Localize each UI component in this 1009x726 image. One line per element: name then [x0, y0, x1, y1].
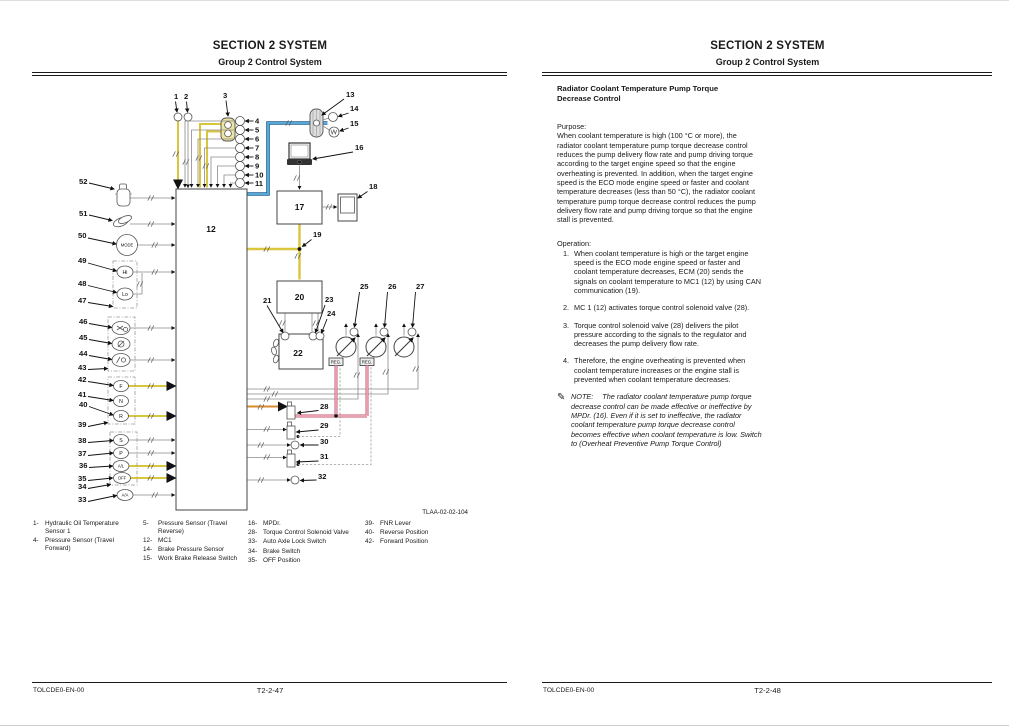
- callout-4: 4: [255, 116, 260, 126]
- callout-43: 43: [78, 363, 87, 372]
- legend-column-3: [248, 520, 363, 566]
- group-heading: Group 2 Control System: [715, 57, 820, 67]
- callout-44: 44: [79, 349, 88, 358]
- solenoid-valves: [247, 366, 371, 484]
- fan-icon: [272, 338, 279, 347]
- monitor-icon: [322, 194, 357, 221]
- f-label: F: [119, 384, 123, 390]
- legend-item: 16- MPDr.: [248, 520, 281, 527]
- callout-49: 49: [78, 256, 87, 265]
- control-system-diagram: [70, 86, 470, 516]
- legend-item: 40- Reverse Position: [365, 529, 429, 537]
- callout-arrow-48: [88, 286, 117, 293]
- callout-25: 25: [360, 282, 369, 291]
- solenoid-27: [408, 328, 416, 336]
- callout-1: 1: [174, 92, 179, 101]
- page-number: T2-2-47: [256, 686, 284, 695]
- callout-arrow-28: [298, 411, 319, 414]
- footer-rule: [542, 682, 992, 683]
- axle-lock-switch-icons: [108, 317, 175, 371]
- legend-item: 4- Pressure Sensor (Travel Forward): [33, 536, 115, 552]
- callout-arrow-32: [301, 480, 317, 481]
- left-page: [30, 1, 510, 725]
- callout-45: 45: [79, 333, 88, 342]
- callout-42: 42: [78, 375, 87, 384]
- callout-48: 48: [78, 279, 87, 288]
- callout-3: 3: [223, 91, 228, 100]
- callout-arrow-50: [88, 238, 116, 244]
- al-label: A/L: [117, 463, 125, 469]
- callout-arrow-16: [313, 152, 353, 159]
- callout-28: 28: [320, 402, 329, 411]
- callout-arrow-39: [88, 423, 108, 427]
- operation-section: [557, 239, 763, 384]
- callout-8: 8: [255, 152, 260, 162]
- cap-14: [329, 113, 338, 122]
- callout-5: 5: [255, 125, 260, 135]
- mc1-box-label: 12: [206, 224, 216, 234]
- legend-item: 15- Work Brake Release Switch: [143, 555, 238, 563]
- switch-15-icon: [329, 127, 339, 137]
- note-pencil-icon: ✎: [557, 392, 566, 404]
- callout-39: 39: [78, 420, 87, 429]
- callout-arrow-42: [88, 382, 113, 386]
- ict-box-label: 17: [294, 202, 305, 212]
- callout-6: 6: [255, 134, 260, 144]
- right-page: [540, 1, 995, 725]
- callout-arrow-49: [88, 263, 117, 271]
- topic-title: Radiator Coolant Temperature Pump Torque Decrease Control: [557, 84, 719, 103]
- n-label: N: [119, 399, 123, 405]
- callout-arrow-47: [88, 303, 113, 307]
- doc-code: TOLCDE0-EN-00: [543, 687, 595, 694]
- purpose-heading: Purpose:: [557, 122, 587, 132]
- callout-arrow-33: [88, 496, 117, 502]
- callout-18: 18: [369, 182, 378, 191]
- callout-arrow-52: [89, 183, 114, 189]
- ecm-engine-wires: [285, 314, 318, 332]
- callout-14: 14: [350, 104, 359, 113]
- body-text-column: [557, 84, 763, 448]
- oil-temp-sensor-icon: [115, 184, 175, 206]
- legend-item: 12- MC1: [143, 536, 172, 544]
- callout-arrow-26: [385, 292, 388, 327]
- callout-arrow-43: [88, 369, 108, 370]
- purpose-paragraph: When coolant temperature is high (100 °C or more), the radiator coolant temperature pump torque decrease control reduces the pump delivery flow rate and pump driving torque according to the target engine speed so that the engine overheating is prevented. In addition, when the target engine speed is the ECO mode engine speed or faster and coolant temperature decreases (less than 50 °C), the radiator coolant temperature pump torque decrease control reduces the pump delivery flow rate and pump driving torque so that the engine stall is prevented.: [557, 131, 756, 225]
- section-heading: SECTION 2 SYSTEM: [212, 40, 328, 52]
- callout-arrow-14: [339, 113, 349, 117]
- callout-arrow-15: [340, 128, 349, 131]
- callout-arrow-40: [89, 407, 113, 416]
- callout-arrow-41: [88, 397, 113, 401]
- callout-30: 30: [320, 437, 329, 446]
- callout-arrow-2: [187, 102, 188, 113]
- section-heading: SECTION 2 SYSTEM: [710, 40, 825, 52]
- legend-item: 33- Auto Axle Lock Switch: [248, 538, 326, 546]
- legend-item: 42- Forward Position: [365, 538, 428, 546]
- port-32: [291, 476, 299, 484]
- callout-29: 29: [320, 421, 329, 430]
- callout-32: 32: [318, 472, 327, 481]
- callout-40: 40: [79, 400, 88, 409]
- callout-13: 13: [346, 90, 355, 99]
- laptop-icon: [287, 143, 312, 189]
- callout-46: 46: [79, 317, 88, 326]
- callout-52: 52: [79, 177, 88, 186]
- callout-arrow-25: [355, 292, 360, 327]
- callout-arrow-24: [322, 319, 328, 333]
- callout-47: 47: [78, 296, 87, 305]
- mode-label: MODE: [120, 242, 134, 248]
- callout-arrow-1: [176, 102, 178, 113]
- legend-item: 39- FNR Lever: [365, 520, 411, 527]
- aa-label: A/A: [121, 492, 129, 498]
- operation-step: 3. Torque control solenoid valve (28) delivers the pilot pressure according to the signals to the regulator and decreases the pump delivery flow rate.: [563, 320, 747, 349]
- callout-arrow-31: [297, 461, 319, 462]
- callout-11: 11: [255, 179, 264, 188]
- solenoid-25: [350, 328, 358, 336]
- doc-code: TOLCDE0-EN-00: [33, 687, 85, 694]
- header-rule: [542, 72, 992, 76]
- callout-arrow-27: [413, 292, 416, 327]
- engine-box-label: 22: [293, 348, 303, 358]
- operation-step: 1. When coolant temperature is high or the target engine speed is the ECO mode engine speed or faster and coolant temperature decreases, ECM (20) sends the signals on coolant temperature to MC1 (12) by using CAN communication (19).: [563, 248, 761, 295]
- legend-column-4: [365, 520, 460, 548]
- operation-step: 2. MC 1 (12) activates torque control solenoid valve (28).: [563, 303, 750, 313]
- operation-step: 4. Therefore, the engine overheating is prevented when coolant temperature increases or the engine stall is prevented when coolant temperature decreases.: [563, 356, 746, 385]
- reg2-label: REG.: [361, 359, 373, 365]
- callout-2: 2: [184, 92, 189, 101]
- note-text: NOTE: The radiator coolant temperature pump torque decrease control can be made effective or ineffective by MPDr. (16). Even if it is set to ineffective, the radiator coolant temperature pump torque decrease control becomes effective when coolant temperature is low. Switch to (Overheat Preventive Pump Torque Control): [571, 392, 762, 448]
- hi-lo-switch: [113, 261, 175, 308]
- callout-arrow-3: [226, 101, 228, 117]
- callout-arrow-44: [89, 356, 112, 360]
- callout-19: 19: [313, 230, 322, 239]
- callout-arrow-35: [88, 478, 113, 481]
- r-label: R: [119, 414, 123, 420]
- callout-35: 35: [78, 474, 87, 483]
- legend-column-1: [33, 520, 127, 554]
- fnr-lever-icons: [108, 377, 175, 424]
- callout-24: 24: [327, 309, 336, 318]
- callout-37: 37: [78, 449, 87, 458]
- can-line: [247, 225, 301, 280]
- page-number: T2-2-48: [754, 686, 781, 695]
- note-block: [557, 392, 763, 448]
- figure-code: TLAA-02-02-104: [422, 509, 468, 516]
- reg1-label: REG.: [330, 359, 342, 365]
- callout-51: 51: [79, 209, 88, 218]
- callout-27: 27: [416, 282, 425, 291]
- callout-26: 26: [388, 282, 397, 291]
- callout-9: 9: [255, 161, 260, 171]
- callout-arrow-37: [88, 453, 113, 456]
- callout-21: 21: [263, 296, 272, 305]
- legend-item: 28- Torque Control Solenoid Valve: [248, 529, 349, 537]
- mc1-box: [176, 189, 247, 510]
- legend-item: 14- Brake Pressure Sensor: [143, 546, 225, 554]
- off-label: OFF: [117, 475, 127, 481]
- legend-item: 34- Brake Switch: [248, 547, 301, 555]
- callout-7: 7: [255, 143, 260, 153]
- callout-36: 36: [79, 461, 88, 470]
- solenoid-26: [380, 328, 388, 336]
- p-label: P: [119, 451, 123, 457]
- callout-34: 34: [78, 482, 87, 491]
- callout-31: 31: [320, 452, 329, 461]
- port-30: [291, 441, 299, 449]
- valve-29: [287, 426, 295, 439]
- callout-arrow-38: [88, 441, 113, 443]
- group-heading: Group 2 Control System: [218, 57, 322, 67]
- footer-rule: [32, 682, 507, 683]
- valve-28: [287, 406, 295, 419]
- operation-heading: Operation:: [557, 239, 592, 249]
- callout-arrow-34: [88, 485, 111, 489]
- legend-item: 1- Hydraulic Oil Temperature Sensor 1: [33, 520, 119, 535]
- top-sensors: [174, 113, 192, 188]
- callout-arrow-19: [303, 240, 312, 247]
- callout-15: 15: [350, 119, 359, 128]
- legend-item: 5- Pressure Sensor (Travel Reverse): [143, 520, 228, 535]
- legend-item: 35- OFF Position: [248, 556, 301, 564]
- callout-16: 16: [355, 143, 364, 152]
- lo-label: Lo: [122, 292, 128, 298]
- valve-31: [287, 454, 295, 467]
- callout-10: 10: [255, 170, 264, 180]
- s-label: S: [119, 438, 123, 444]
- sensor-circles-4-11: [185, 117, 245, 188]
- callout-arrow-18: [358, 192, 368, 199]
- callout-23: 23: [325, 295, 334, 304]
- callout-38: 38: [78, 436, 87, 445]
- ecm-box-label: 20: [294, 292, 305, 302]
- hi-label: Hi: [122, 270, 128, 276]
- legend-column-2: [143, 520, 242, 565]
- callout-41: 41: [78, 390, 87, 399]
- callout-arrow-51: [89, 215, 112, 221]
- callout-33: 33: [78, 495, 87, 504]
- callout-arrow-36: [89, 466, 113, 468]
- callout-50: 50: [78, 231, 87, 240]
- callout-arrow-29: [297, 430, 319, 432]
- pressure-sensor-icon: [112, 214, 174, 229]
- header-rule: [32, 72, 507, 76]
